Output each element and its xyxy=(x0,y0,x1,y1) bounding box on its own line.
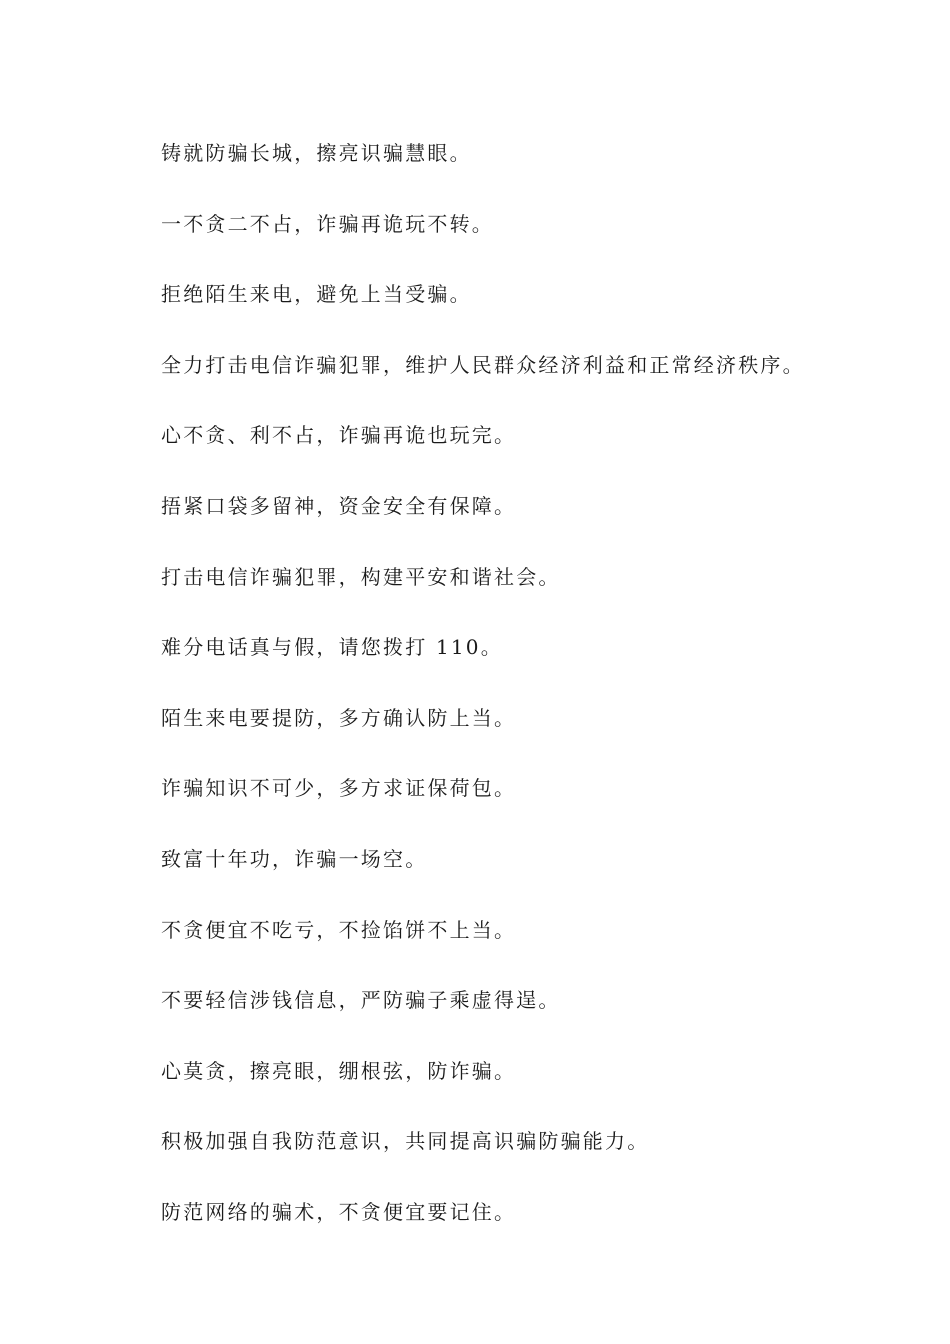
slogan-line: 心不贪、利不占，诈骗再诡也玩完。 xyxy=(161,423,517,448)
slogan-line: 陌生来电要提防，多方确认防上当。 xyxy=(161,705,517,730)
slogan-line: 不贪便宜不吃亏，不捡馅饼不上当。 xyxy=(161,917,517,942)
slogan-line: 致富十年功，诈骗一场空。 xyxy=(161,846,428,871)
slogan-list xyxy=(161,137,921,1267)
slogan-line: 全力打击电信诈骗犯罪，维护人民群众经济利益和正常经济秩序。 xyxy=(161,352,805,377)
slogan-line: 诈骗知识不可少，多方求证保荷包。 xyxy=(161,776,517,801)
slogan-line: 铸就防骗长城，擦亮识骗慧眼。 xyxy=(161,141,472,165)
slogan-line: 防范网络的骗术，不贪便宜要记住。 xyxy=(161,1199,517,1224)
slogan-line: 难分电话真与假，请您拨打 110。 xyxy=(161,635,503,660)
slogan-line: 不要轻信涉钱信息，严防骗子乘虚得逞。 xyxy=(161,988,561,1013)
slogan-line: 积极加强自我防范意识，共同提高识骗防骗能力。 xyxy=(161,1129,650,1154)
slogan-line: 捂紧口袋多留神，资金安全有保障。 xyxy=(161,493,517,518)
slogan-line: 打击电信诈骗犯罪，构建平安和谐社会。 xyxy=(161,564,561,589)
slogan-line: 拒绝陌生来电，避免上当受骗。 xyxy=(161,282,472,307)
slogan-line: 一不贪二不占，诈骗再诡玩不转。 xyxy=(161,211,494,236)
slogan-line: 心莫贪，擦亮眼，绷根弦，防诈骗。 xyxy=(161,1058,517,1083)
